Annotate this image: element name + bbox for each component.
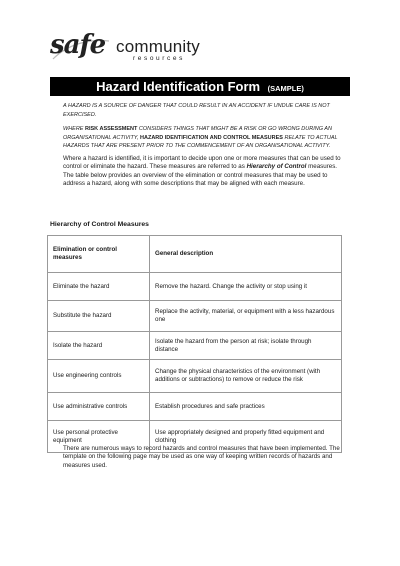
measure-cell: Use engineering controls xyxy=(48,360,150,393)
logo-community-text: community xyxy=(116,37,200,56)
logo-safe-text: safe xyxy=(50,30,106,60)
intro-text-part1: Where a hazard is identified, it is important to decide upon one or more measures that can be used to control or eliminate the hazard. These measures are referred to as xyxy=(63,155,341,171)
table-row xyxy=(48,393,342,421)
risk-definition xyxy=(63,125,353,151)
column-header-measures: Elimination or control measures xyxy=(48,236,150,273)
table-row xyxy=(48,301,342,332)
hazard-definition-text: A HAZARD IS A SOURCE OF DANGER THAT COULD RESULT IN AN ACCIDENT IF UNDUE CARE IS NOT EXERCISED. xyxy=(63,103,330,118)
page-title: Hazard Identification Form xyxy=(96,79,261,94)
description-cell: Establish procedures and safe practices xyxy=(150,393,342,421)
risk-definition-suffix: RELATE TO ACTUAL HAZARDS THAT ARE PRESENT PRIOR TO THE COMMENCEMENT OF AN ORGANISATIONAL ACTIVITY. xyxy=(63,134,338,149)
measure-cell: Use personal protective equipment xyxy=(48,421,150,453)
column-header-description: General description xyxy=(150,236,342,273)
table-row xyxy=(48,273,342,301)
hierarchy-of-control-table xyxy=(47,235,342,453)
description-cell: Use appropriately designed and properly fitted equipment and clothing xyxy=(150,421,342,453)
description-cell: Remove the hazard. Change the activity or stop using it xyxy=(150,273,342,301)
risk-assessment-term: RISK ASSESSMENT xyxy=(85,126,138,132)
measure-cell: Eliminate the hazard xyxy=(48,273,150,301)
table-row xyxy=(48,360,342,393)
closing-text: There are numerous ways to record hazards and control measures that have been implemented. The template on the following page may be used as one way of keeping written records of hazards and measures used. xyxy=(63,445,340,469)
description-cell: Replace the activity, material, or equipment with a less hazardous one xyxy=(150,301,342,332)
measure-cell: Substitute the hazard xyxy=(48,301,150,332)
risk-definition-prefix: WHERE xyxy=(63,126,84,132)
risk-definition-mid: CONSIDERS THINGS THAT MIGHT BE A RISK OR GO WRONG DURING AN ORGANISATIONAL ACTIVITY, xyxy=(63,126,332,141)
description-cell: Change the physical characteristics of the environment (with additions or subtractions) to remove or reduce the risk xyxy=(150,360,342,393)
measure-cell: Use administrative controls xyxy=(48,393,150,421)
logo-resources-text: resources xyxy=(133,55,185,62)
section-heading: Hierarchy of Control Measures xyxy=(50,221,149,228)
hazard-definition xyxy=(63,102,353,119)
intro-paragraph xyxy=(63,155,349,189)
table-row xyxy=(48,332,342,360)
measure-cell: Isolate the hazard xyxy=(48,332,150,360)
hierarchy-of-control-term: Hierarchy of Control xyxy=(246,163,307,171)
hazard-identification-term: HAZARD IDENTIFICATION AND CONTROL MEASURES xyxy=(140,134,283,141)
closing-paragraph xyxy=(63,445,349,470)
table-header-row xyxy=(48,236,342,273)
intro-text-part2: measures. The table below provides an overview of the elimination or control measures that may be used to address a hazard, along with some descriptions that may be aligned with each measure. xyxy=(63,163,338,188)
form-title-bar xyxy=(50,77,350,96)
description-cell: Isolate the hazard from the person at risk; isolate through distance xyxy=(150,332,342,360)
page-title-sample: (SAMPLE) xyxy=(267,84,304,93)
